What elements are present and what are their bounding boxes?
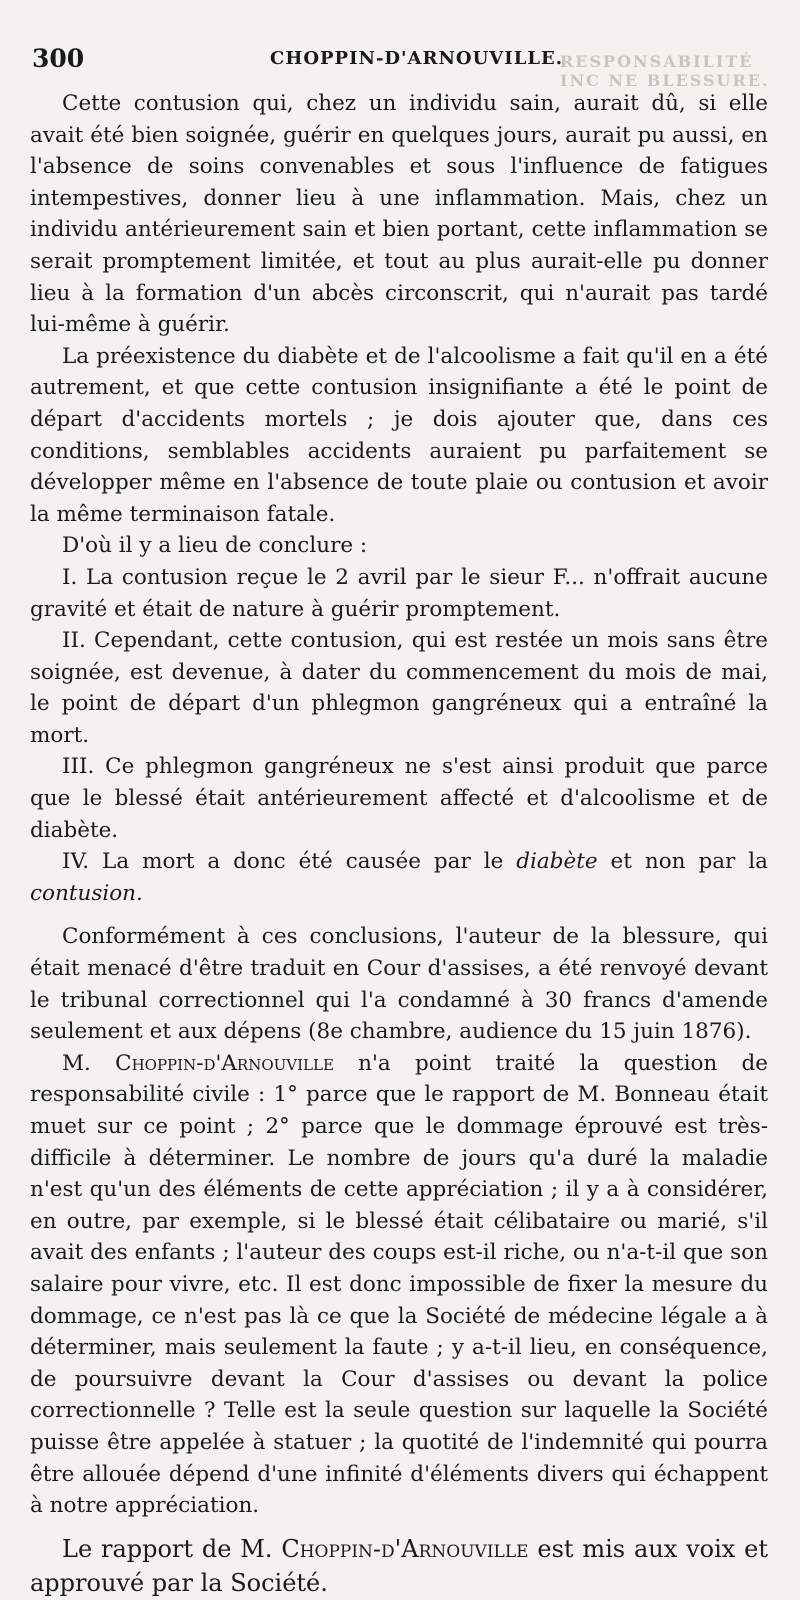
page-body [30, 88, 768, 1600]
page-header [32, 42, 772, 76]
page-number: 300 [32, 44, 85, 73]
p5-prefix: M. [62, 1050, 116, 1076]
show-through-text: RESPONSABILITÉ INC NE BLESSURE. [560, 52, 770, 90]
p6-author-name: Choppin-d'Arnouville [281, 1534, 529, 1563]
conclusion-2: II. Cependant, cette contusion, qui est restée un mois sans être soignée, est devenue, à dater du commencement du mois de mai, le point de départ d'un phlegmon gangréneux qui a entraîné la mort. [30, 628, 768, 748]
conclusion-4 [30, 846, 768, 909]
p5-author-name: Choppin-d'Arnouville [115, 1050, 334, 1076]
p5-text: n'a point traité la question de responsabilité civile : 1° parce que le rapport de M. Bonneau était muet sur ce point ; 2° parce que le dommage éprouvé est très-difficile à déterminer. Le nombre de jours qu'a duré la maladie n'est qu'un des éléments de cette appréciation ; il y a à considérer, en outre, par exemple, si le blessé était célibataire ou marié, s'il avait des enfants ; l'auteur des coups est-il riche, ou n'a-t-il que son salaire pour vivre, etc. Il est donc impossible de fixer la mesure du dommage, ce n'est pas là ce que la Société de médecine légale a à déterminer, mais seulement la faute ; y a-t-il lieu, en conséquence, de poursuivre devant la Cour d'assises ou devant la police correctionnelle ? Telle est la seule question sur laquelle la Société puisse être appelée à statuer ; la quotité de l'indemnité qui pourra être allouée dépend d'une infinité d'éléments divers qui échappent à notre appréciation. [30, 1050, 768, 1519]
paragraph-conformement: Conformément à ces conclusions, l'auteur de la blessure, qui était menacé d'être traduit en Cour d'assises, a été renvoyé devant le tribunal correctionnel qui l'a condamné à 30 francs d'amende seulement et aux dépens (8e chambre, audience du 15 juin 1876). [30, 924, 768, 1045]
conclusion-1: I. La contusion reçue le 2 avril par le sieur F... n'offrait aucune gravité et était de nature à guérir promptement. [30, 564, 768, 622]
p6-end: est mis aux voix et approuvé par la Société. [30, 1534, 768, 1597]
paragraph-responsabilite [30, 1048, 768, 1522]
paragraph-conclude: D'où il y a lieu de conclure : [62, 533, 368, 559]
conclusion-4-contusion: contusion. [30, 880, 143, 906]
conclusion-3: III. Ce phlegmon gangréneux ne s'est ainsi produit que parce que le blessé était antérieurement affecté et d'alcoolisme et de diabète. [30, 754, 768, 843]
conclusion-4-start: IV. La mort a donc été causée par le [62, 849, 517, 875]
paragraph-rapport-vote [30, 1532, 768, 1600]
conclusion-4-diabete: diabète [516, 849, 598, 875]
conclusion-4-mid: et non par la [597, 849, 768, 875]
running-head: CHOPPIN-D'ARNOUVILLE. [270, 48, 563, 69]
p6-start: Le rapport de M. [62, 1534, 282, 1563]
paragraph-preexistence: La préexistence du diabète et de l'alcoolisme a fait qu'il en a été autrement, et que cette contusion insignifiante a été le point de départ d'accidents mortels ; je dois ajouter que, dans ces conditions, semblables accidents auraient pu parfaitement se développer même en l'absence de toute plaie ou contusion et avoir la même terminaison fatale. [30, 343, 768, 527]
paragraph-contusion: Cette contusion qui, chez un individu sain, aurait dû, si elle avait été bien soignée, guérir en quelques jours, aurait pu aussi, en l'absence de soins convenables et sous l'influence de fatigues intempestives, donner lieu à une inflammation. Mais, chez un individu antérieurement sain et bien portant, cette inflammation se serait promptement limitée, et tout au plus aurait-elle pu donner lieu à la formation d'un abcès circonscrit, qui n'aurait pas tardé lui-même à guérir. [30, 91, 768, 338]
